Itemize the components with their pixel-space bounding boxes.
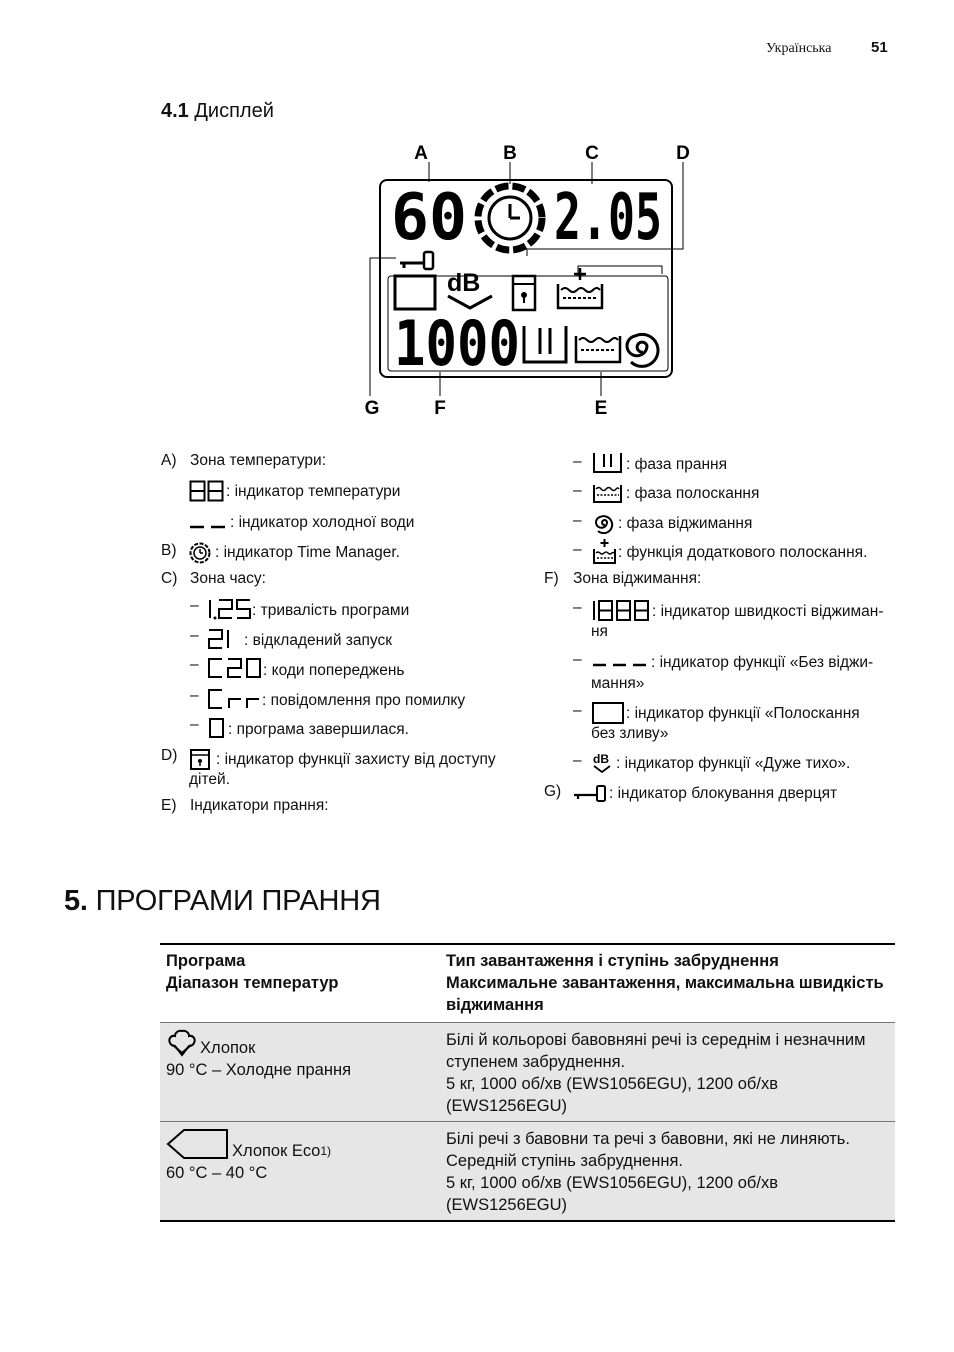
program-desc-line: Білі речі з бавовни та речі з бавовни, які не линяють.	[446, 1130, 850, 1148]
legend-e-item-2: : фаза полоскання	[626, 485, 760, 502]
legend-a-item-1: : індикатор температури	[226, 483, 401, 500]
program-desc-line: (EWS1256EGU)	[446, 1196, 568, 1214]
rinse-phase-icon	[576, 336, 620, 362]
legend-c-letter: C)	[161, 570, 178, 587]
error-message-icon	[206, 688, 262, 712]
legend-a-letter: A)	[161, 452, 177, 469]
legend-c-title: Зона часу:	[190, 570, 266, 587]
bullet-dash: –	[573, 482, 582, 499]
legend-a-item-2: : індикатор холодної води	[230, 514, 415, 531]
door-lock-legend-icon	[572, 783, 608, 805]
callout-g: G	[364, 398, 380, 419]
table-row	[160, 1023, 895, 1122]
section-title: ПРОГРАМИ ПРАННЯ	[95, 885, 381, 917]
child-lock-legend-icon	[189, 748, 213, 772]
bullet-dash: –	[573, 453, 582, 470]
bullet-dash: –	[573, 702, 582, 719]
program-name-line	[166, 1128, 434, 1162]
header-max-spin: віджимання	[446, 996, 544, 1014]
legend-e-title: Індикатори прання:	[190, 797, 329, 814]
legend-c-item-2: : відкладений запуск	[244, 632, 393, 649]
header-temp-range: Діапазон температур	[166, 974, 339, 992]
header-max-load: Максимальне завантаження, максимальна швидкість	[446, 974, 884, 992]
section-heading-4-1	[161, 100, 274, 123]
program-duration-icon	[206, 598, 252, 622]
program-desc-line: Білі й кольорові бавовняні речі із середнім і незначним	[446, 1031, 866, 1049]
wash-phase-icon	[524, 326, 566, 362]
legend-c-item-5: : програма завершилася.	[228, 721, 409, 738]
bullet-dash: –	[573, 651, 582, 668]
legend-f-item-1-line-1: : індикатор швидкості віджиман-	[652, 603, 884, 620]
callout-a: A	[414, 143, 428, 164]
extra-quiet-indicator-icon	[591, 751, 615, 775]
legend-d-letter: D)	[161, 747, 178, 764]
legend-f-item-2-line-1: : індикатор функції «Без віджи-	[651, 654, 874, 671]
extra-rinse-icon	[558, 268, 602, 308]
section-title: Дисплей	[194, 100, 274, 122]
rinse-hold-icon	[395, 276, 435, 309]
section-heading-5	[64, 885, 381, 918]
bullet-dash: –	[573, 512, 582, 529]
cold-water-indicator-icon	[189, 516, 229, 530]
header-program: Програма	[166, 952, 246, 970]
table-header-row	[160, 944, 895, 1023]
legend-b-letter: B)	[161, 542, 177, 559]
legend-f-item-1-line-2: ня	[591, 623, 608, 640]
legend-e-item-4: : функція додаткового полоскання.	[618, 544, 868, 561]
program-desc-line: 5 кг, 1000 об/хв (EWS1056EGU), 1200 об/хв	[446, 1174, 778, 1192]
callout-e: E	[594, 398, 608, 419]
program-temp: 60 °C – 40 °C	[166, 1164, 268, 1182]
header-language: Українська	[766, 41, 832, 56]
child-lock-icon	[513, 276, 535, 310]
program-finished-icon	[206, 717, 228, 741]
legend-f-item-3-line-1: : індикатор функції «Полоскання	[626, 705, 860, 722]
svg-text:dB: dB	[593, 752, 609, 766]
table-row	[160, 1122, 895, 1222]
program-desc-line: Середній ступінь забруднення.	[446, 1152, 683, 1170]
bullet-dash: –	[190, 597, 199, 614]
legend-c-item-3: : коди попереджень	[263, 662, 405, 679]
table-header-cell	[440, 944, 895, 1023]
legend-e-letter: E)	[161, 797, 177, 814]
legend-d-line-1: : індикатор функції захисту від доступу	[216, 751, 496, 768]
legend-a-title: Зона температури:	[190, 452, 327, 469]
legend-e-item-3: : фаза віджимання	[618, 515, 753, 532]
callout-f: F	[434, 398, 446, 419]
temp-digits: 60	[391, 181, 467, 255]
program-desc-line: (EWS1256EGU)	[446, 1097, 568, 1115]
time-manager-icon	[189, 542, 213, 564]
legend-c-item-4: : повідомлення про помилку	[262, 692, 466, 709]
legend-f-title: Зона віджимання:	[573, 570, 702, 587]
warning-codes-icon	[206, 657, 264, 681]
rinse-hold-indicator-icon	[591, 701, 627, 725]
program-name: Хлопок	[200, 1039, 256, 1057]
program-temp: 90 °C – Холодне прання	[166, 1061, 352, 1079]
page-number: 51	[871, 39, 888, 56]
wash-phase-legend-icon	[592, 451, 624, 475]
delayed-start-icon	[206, 628, 244, 652]
callout-b: B	[503, 143, 517, 164]
program-desc-line: ступенем забруднення.	[446, 1053, 626, 1071]
extra-rinse-legend-icon	[592, 538, 618, 566]
callout-c: C	[585, 143, 599, 164]
legend-d-line-2: дітей.	[189, 771, 230, 788]
table-cell	[160, 1122, 440, 1222]
time-digits: 2.05	[554, 181, 662, 255]
temperature-indicator-icon	[189, 480, 225, 502]
spin-phase-legend-icon	[593, 512, 615, 534]
section-number: 5.	[64, 885, 88, 917]
legend-f-item-4: : індикатор функції «Дуже тихо».	[616, 755, 851, 772]
display-figure	[360, 140, 700, 422]
bullet-dash: –	[190, 656, 199, 673]
program-desc-line: 5 кг, 1000 об/хв (EWS1056EGU), 1200 об/хв	[446, 1075, 778, 1093]
bullet-dash: –	[190, 627, 199, 644]
bullet-dash: –	[573, 752, 582, 769]
footnote-mark: 1)	[320, 1144, 332, 1158]
legend-f-letter: F)	[544, 570, 559, 587]
table-cell	[440, 1023, 895, 1122]
spin-phase-icon	[627, 334, 658, 366]
cotton-icon	[166, 1029, 198, 1059]
bullet-dash: –	[573, 541, 582, 558]
legend-g-letter: G)	[544, 783, 562, 800]
spin-speed-indicator-icon	[591, 599, 653, 623]
legend-e-item-1: : фаза прання	[626, 456, 727, 473]
program-name: Хлопок Eco	[232, 1142, 321, 1160]
legend-f-item-2-line-2: мання»	[591, 675, 645, 692]
no-spin-indicator-icon	[591, 655, 651, 669]
table-cell	[440, 1122, 895, 1222]
legend-b-text: : індикатор Time Manager.	[215, 544, 400, 561]
header-load-type: Тип завантаження і ступінь забруднення	[446, 952, 779, 970]
bullet-dash: –	[190, 716, 199, 733]
program-name-line	[166, 1029, 434, 1059]
programs-table	[160, 943, 895, 1222]
spin-digits: 1000	[394, 307, 520, 380]
bullet-dash: –	[190, 687, 199, 704]
rinse-phase-legend-icon	[592, 481, 624, 505]
legend-c-item-1: : тривалість програми	[252, 602, 410, 619]
clock-icon	[478, 186, 542, 250]
db-label: dB	[447, 269, 481, 297]
table-header-cell	[160, 944, 440, 1023]
bullet-dash: –	[573, 599, 582, 616]
section-number: 4.1	[161, 100, 189, 122]
legend-f-item-3-line-2: без зливу»	[591, 725, 669, 742]
legend-g-text: : індикатор блокування дверцят	[609, 785, 838, 802]
table-cell	[160, 1023, 440, 1122]
callout-d: D	[676, 143, 690, 164]
cotton-eco-icon	[166, 1128, 230, 1162]
quiet-db-icon	[447, 269, 492, 308]
